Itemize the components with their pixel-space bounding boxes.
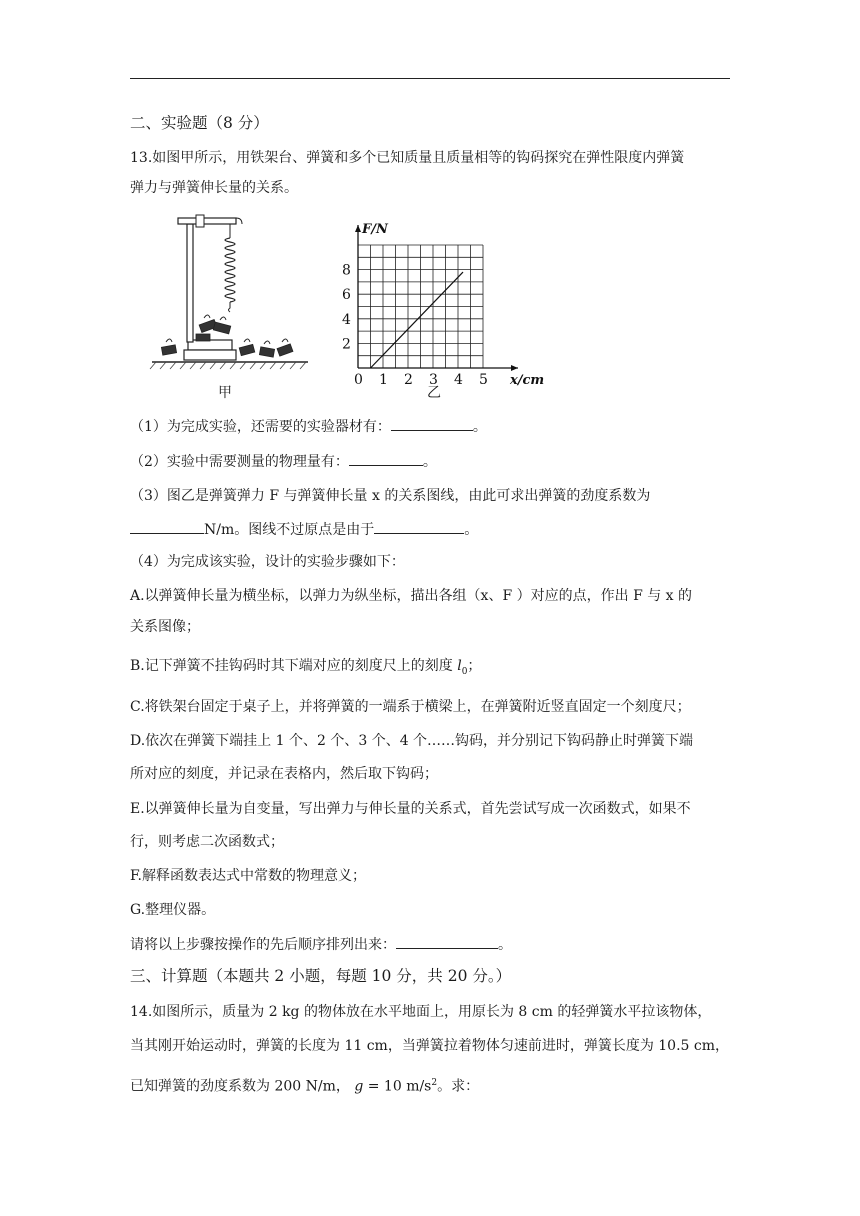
g-exponent: 2 [431,1078,438,1088]
step-b-text: B.记下弹簧不挂钩码时其下端对应的刻度尺上的刻度 [130,658,453,674]
y-tick-label: 4 [342,311,351,328]
q13-stem-line2: 弹力与弹簧伸长量的关系。 [130,180,298,196]
order-blank[interactable] [396,934,498,949]
step-e-line2: 行，则考虑二次函数式； [130,834,284,850]
q13-part2 [130,451,437,472]
step-a-line1: A.以弹簧伸长量为横坐标，以弹力为纵坐标，描出各组（x、F ）对应的点，作出 F 与 x 的 [130,588,693,604]
q13-part3-line1: （3）图乙是弹簧弹力 F 与弹簧伸长量 x 的关系图线，由此可求出弹簧的劲度系数为 [130,488,651,504]
step-d-line2: 所对应的刻度，并记录在表格内，然后取下钩码； [130,766,438,782]
x-tick-label: 3 [429,372,438,388]
step-b [130,656,481,682]
f-x-line [371,272,464,368]
x-axis-label: x/cm [510,373,545,388]
q13-part3-blank-reason[interactable] [374,519,464,534]
step-b-subscript: 0 [461,666,468,677]
step-e-line1: E.以弹簧伸长量为自变量，写出弹力与伸长量的关系式，首先尝试写成一次函数式，如果不 [130,801,691,817]
q13-part1-suffix: 。 [472,419,487,435]
q13-part2-suffix: 。 [422,454,437,470]
chart-labels [342,222,544,388]
x-tick-label: 0 [354,372,363,388]
step-b-symbol: l [457,658,462,674]
q13-part3-blank-k[interactable] [130,519,204,534]
x-tick-label: 5 [479,372,488,388]
apparatus-figure [148,214,318,374]
section-2-title: 二、实验题（8 分） [130,114,269,132]
q13-part1-blank[interactable] [391,416,473,431]
q13-stem-line1: 13.如图甲所示，用铁架台、弹簧和多个已知质量且质量相等的钩码探究在弹性限度内弹簧 [130,150,685,166]
x-axis-arrow [511,365,518,371]
q14-line3-text: 已知弹簧的劲度系数为 200 N/m， [130,1078,350,1095]
q13-part2-prefix: （2）实验中需要测量的物理量有： [130,454,349,470]
section-3-title: 三、计算题（本题共 2 小题，每题 10 分，共 20 分。） [130,967,512,985]
y-tick-label: 8 [342,262,351,279]
y-tick-label: 6 [342,287,351,304]
q13-part3-suffix: 。 [464,522,479,538]
q14-line3-end: 。求： [437,1078,480,1095]
step-d-line1: D.依次在弹簧下端挂上 1 个、2 个、3 个、4 个……钩码，并分别记下钩码静止时弹簧下端 [130,733,694,749]
step-c: C.将铁架台固定于桌子上，并将弹簧的一端系于横梁上，在弹簧附近竖直固定一个刻度尺； [130,699,691,715]
header-rule [130,78,730,79]
q14-line1: 14.如图所示，质量为 2 kg 的物体放在水平地面上，用原长为 8 cm 的轻弹簧水平拉该物体， [130,1004,712,1020]
q13-part3-unit: N/m。图线不过原点是由于 [204,522,375,538]
step-g: G.整理仪器。 [130,902,216,918]
force-extension-chart [330,208,560,398]
chart-axes [355,225,518,371]
y-tick-label: 2 [342,336,351,353]
g-value: = 10 m/s [363,1078,432,1095]
chart-grid [358,245,483,368]
step-b-end: ； [467,658,482,674]
q14-line3 [130,1073,479,1097]
order-question [130,934,512,955]
x-tick-label: 1 [379,372,388,388]
order-prefix: 请将以上步骤按操作的先后顺序排列出来： [130,937,396,953]
q13-part1 [130,416,487,437]
y-axis-arrow [355,225,361,232]
g-symbol: g [354,1078,364,1095]
step-a-line2: 关系图像； [130,619,200,635]
q13-part2-blank[interactable] [349,451,423,466]
q13-part4-intro: （4）为完成该实验，设计的实验步骤如下： [130,554,405,570]
q13-part3-line2 [130,519,478,540]
y-axis-label: F/N [362,222,388,237]
figure-jia-caption: 甲 [218,385,232,401]
figure-yi-caption: 乙 [427,385,441,401]
x-tick-label: 2 [404,372,413,388]
q14-line2: 当其刚开始运动时，弹簧的长度为 11 cm，当弹簧拉着物体匀速前进时，弹簧长度为 10.5 cm， [130,1038,730,1054]
step-f: F.解释函数表达式中常数的物理意义； [130,868,366,884]
chart-marks [371,272,464,368]
x-tick-label: 4 [454,372,463,388]
q13-part1-prefix: （1）为完成实验，还需要的实验器材有： [130,419,391,435]
order-suffix: 。 [498,937,512,953]
